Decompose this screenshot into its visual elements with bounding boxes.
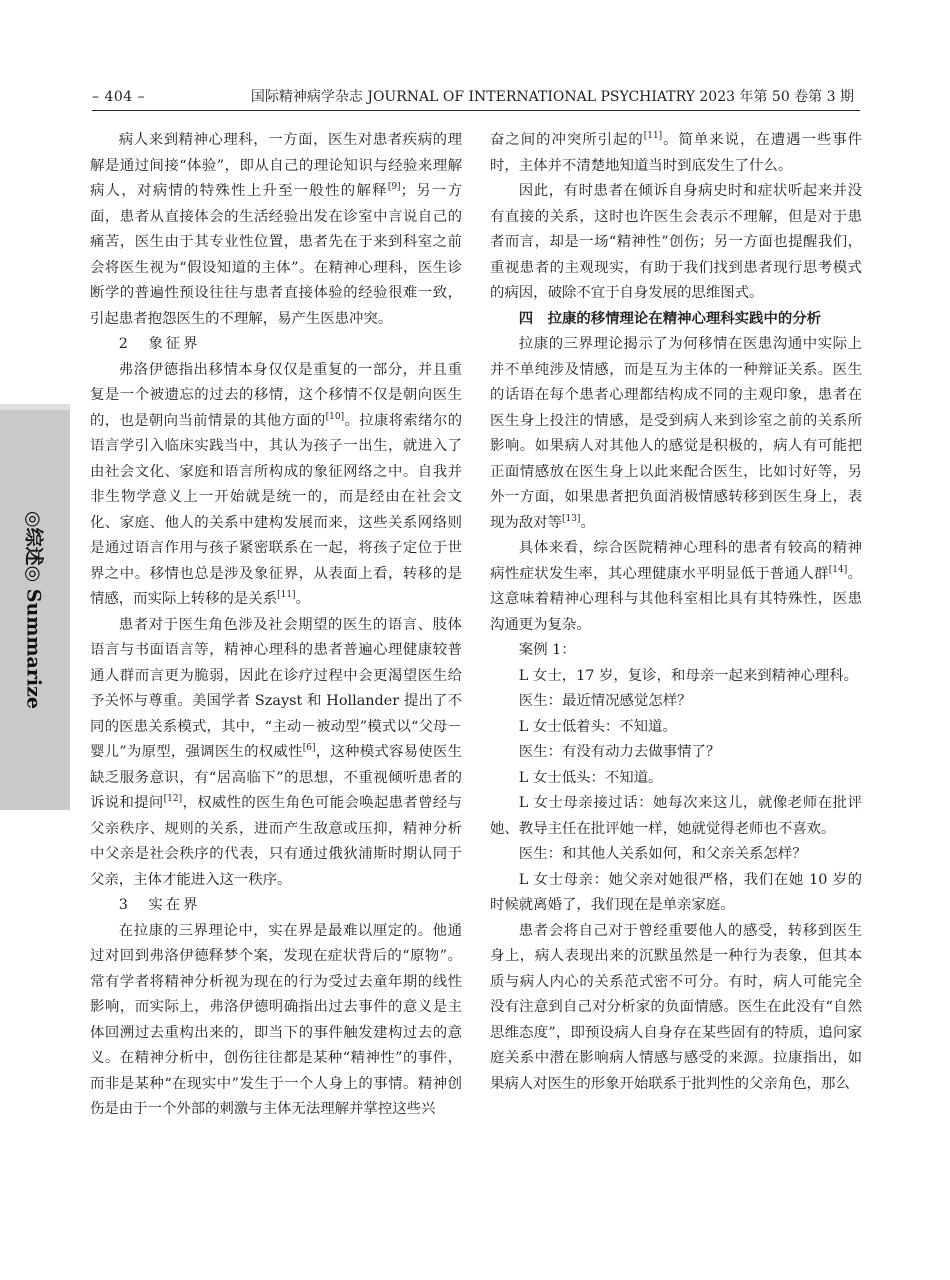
citation[interactable]: [6] <box>302 743 316 753</box>
dialogue-line: L 女士母亲：她父亲对她很严格，我们在她 10 岁的时候就离婚了，我们现在是单亲家庭。 <box>490 871 862 913</box>
journal-title: 国际精神病学杂志 JOURNAL OF INTERNATIONAL PSYCHIATRY 2023 年第 50 卷第 3 期 <box>250 89 854 105</box>
citation[interactable]: [14] <box>828 564 848 575</box>
paragraph: 拉康的三界理论揭示了为何移情在医患沟通中实际上并不单纯涉及情感，而是互为主体的一种辩证关系。医生的话语在每个患者心理都结构成不同的主观印象，患者在医生身上投注的情感，是受到病人来到诊室之前的关系所影响。如果病人对其他人的感觉是积极的，病人有可能把正面情感放在医生身上以此来配合医生，比如讨好等，另外一方面，如果患者把负面消极情感转移到医生身上，表现为敌对等[13]。 <box>490 336 862 531</box>
dialogue-line: L 女士低头：不知道。 <box>518 769 663 786</box>
section-tab-label: ◎综述◎ Summarize <box>22 511 45 709</box>
section-tab <box>0 404 70 810</box>
paragraph: 患者对于医生角色涉及社会期望的医生的语言、肢体语言与书面语言等，精神心理科的患者普遍心理健康较普通人群而言更为脆弱，因此在诊疗过程中会更渴望医生给予关怀与尊重。美国学者 Szayst 和 Hollander 提出了不同的医患关系模式，其中，“主动－被动型”模式以“父母－婴儿”为原型，强调医生的权威性[6]，这种模式容易使医生缺乏服务意识，有“居高临下”的思想，不重视倾听患者的诉说和提问[12]，权威性的医生角色可能会唤起患者曾经与父亲秩序、规则的关系，进而产生敌意或压抑，精神分析中父亲是社会秩序的代表，只有通过俄狄浦斯时期认同于父亲，主体才能进入这一秩序。 <box>90 616 462 888</box>
paragraph: L 女士，17 岁，复诊，和母亲一起来到精神心理科。 <box>518 667 859 684</box>
dialogue-line: L 女士母亲接过话：她每次来这儿，就像老师在批评她、教导主任在批评她一样，她就觉得老师也不喜欢。 <box>490 795 862 837</box>
case-label: 案例 1： <box>518 642 576 658</box>
left-column <box>90 128 462 1123</box>
citation[interactable]: [13] <box>561 513 581 524</box>
dialogue-line: L 女士低着头：不知道。 <box>518 718 677 735</box>
dialogue-line: 医生：和其他人关系如何，和父亲关系怎样？ <box>518 846 807 862</box>
citation[interactable]: [10] <box>325 411 345 422</box>
dialogue-line: 医生：最近情况感觉怎样？ <box>518 693 692 709</box>
paragraph: 因此，有时患者在倾诉自身病史时和症状听起来并没有直接的关系，这时也许医生会表示不理解，但是对于患者而言，却是一场“精神性”创伤；另一方面也提醒我们，重视患者的主观现实，有助于我们找到患者现行思考模式的病因，破除不宜于自身发展的思维图式。 <box>490 183 862 301</box>
dialogue-line: 医生：有没有动力去做事情了？ <box>518 744 721 760</box>
section-heading-bold: 四 拉康的移情理论在精神心理科实践中的分析 <box>518 310 822 327</box>
page-number: – 404 – <box>92 89 146 105</box>
citation[interactable]: [11] <box>643 131 663 141</box>
running-header <box>92 84 860 110</box>
paragraph: 具体来看，综合医院精神心理科的患者有较高的精神病性症状发生率，其心理健康水平明显低于普通人群[14]。这意味着精神心理科与其他科室相比具有其特殊性，医患沟通更为复杂。 <box>490 540 862 633</box>
citation[interactable]: [12] <box>163 794 183 804</box>
paragraph: 在拉康的三界理论中，实在界是最难以厘定的。他通过对回到弗洛伊德释梦个案，发现在症状背后的“原物”。常有学者将精神分析视为现在的行为受过去童年期的线性影响，而实际上，弗洛伊德明确指出过去事件的意义是主体回溯过去重构出来的，即当下的事件触发建构过去的意义。在精神分析中，创伤往往都是某种“精神性”的事件，而非是某种“在现实中”发生于一个人身上的事情。精神创伤是由于一个外部的刺激与主体无法理解并掌控这些兴 <box>90 922 462 1117</box>
section-heading: 2 象征界 <box>118 336 201 352</box>
citation[interactable]: [9] <box>387 182 401 192</box>
paragraph: 患者会将自己对于曾经重要他人的感受，转移到医生身上，病人表现出来的沉默虽然是一种行为表象，但其本质与病人内心的关系范式密不可分。有时，病人可能完全没有注意到自己对分析家的负面情感。医生在此没有“自然思维态度”，即预设病人自身存在某些固有的特质，追问家庭关系中潜在影响病人情感与感受的来源。拉康指出，如果病人对医生的形象开始联系于批判性的父亲角色，那么 <box>490 922 862 1092</box>
section-heading: 3 实在界 <box>118 897 201 913</box>
paragraph: 病人来到精神心理科，一方面，医生对患者疾病的理解是通过间接“体验”，即从自己的理论知识与经验来理解病人，对病情的特殊性上升至一般性的解释[9]；另一方面，患者从直接体会的生活经验出发在诊室中言说自己的痛苦，医生由于其专业性位置，患者先在于来到科室之前会将医生视为“假设知道的主体”。在精神心理科，医生诊断学的普遍性预设往往与患者直接体验的经验很难一致，引起患者抱怨医生的不理解，易产生医患冲突。 <box>90 132 462 327</box>
paragraph: 奋之间的冲突所引起的[11]。简单来说，在遭遇一些事件时，主体并不清楚地知道当时到底发生了什么。 <box>490 131 862 174</box>
right-column <box>490 128 862 1097</box>
citation[interactable]: [11] <box>277 590 296 600</box>
paragraph: 弗洛伊德指出移情本身仅仅是重复的一部分，并且重复是一个被遗忘的过去的移情，这个移情不仅是朝向医生的，也是朝向当前情景的其他方面的[10]。拉康将索绪尔的语言学引入临床实践当中，其认为孩子一出生，就进入了由社会文化、家庭和语言所构成的象征网络之中。自我并非生物学意义上一开始就是统一的，而是经由在社会文化、家庭、他人的关系中建构发展而来，这些关系网络则是通过语言作用与孩子紧密联系在一起，将孩子定位于世界之中。移情也总是涉及象征界，从表面上看，转移的是情感，而实际上转移的是关系[11]。 <box>90 361 462 607</box>
header-rule <box>92 110 860 111</box>
